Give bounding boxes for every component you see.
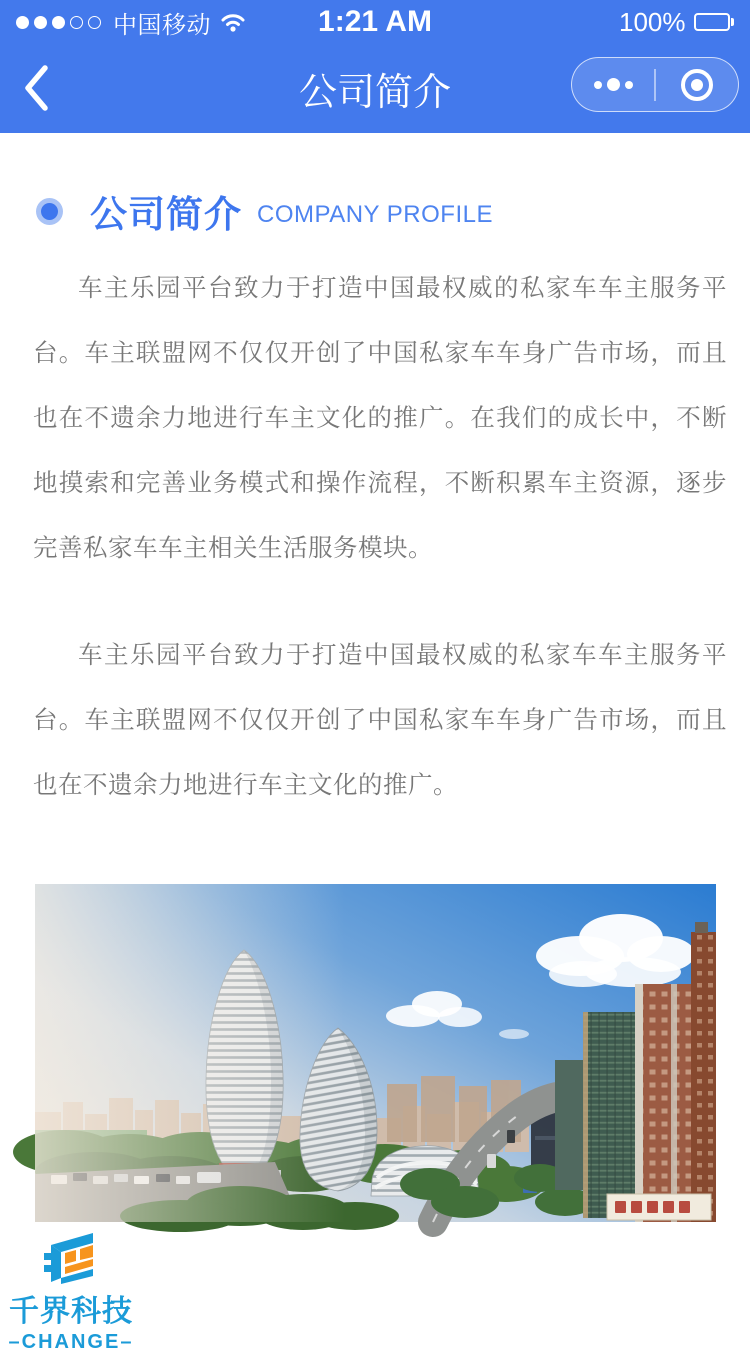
dot-bullet-icon [36,198,63,225]
paragraph: 车主乐园平台致力于打造中国最权威的私家车车主服务平台。车主联盟网不仅仅开创了中国私家车车身广告市场，而且也在不遗余力地进行车主文化的推广。在我们的成长中，不断地摸索和完善业务模式和操作流程，不断积累车主资源，逐步完善私家车车主相关生活服务模块。 [33,275,727,562]
city-skyline-photo [35,884,716,1222]
more-dots-icon [594,78,633,91]
mini-program-capsule [571,57,739,112]
watermark-tagline: –CHANGE– [8,1331,134,1353]
paragraph: 车主乐园平台致力于打造中国最权威的私家车车主服务平台。车主联盟网不仅仅开创了中国私家车车身广告市场，而且也在不遗余力地进行车主文化的推广。 [33,642,727,799]
page-title: 公司简介 [298,72,451,114]
battery-icon [694,13,735,31]
section-title: 公司简介 [90,194,242,235]
carrier-label: 中国移动 [113,11,211,39]
app-bar [0,0,750,133]
status-bar [0,0,750,44]
nav-bar [0,44,750,133]
status-right [619,7,734,38]
section-subtitle: COMPANY PROFILE [257,201,493,228]
exit-button[interactable] [656,58,738,111]
window-building-logo-icon [5,1226,137,1284]
watermark-company-name: 千界科技 [9,1295,133,1328]
company-watermark [5,1226,137,1354]
record-circle-icon [681,69,713,101]
section-header [36,184,493,238]
more-button[interactable] [572,58,654,111]
clock: 1:21 AM [318,5,432,38]
company-profile-text [33,256,727,818]
battery-percent: 100% [619,6,686,37]
